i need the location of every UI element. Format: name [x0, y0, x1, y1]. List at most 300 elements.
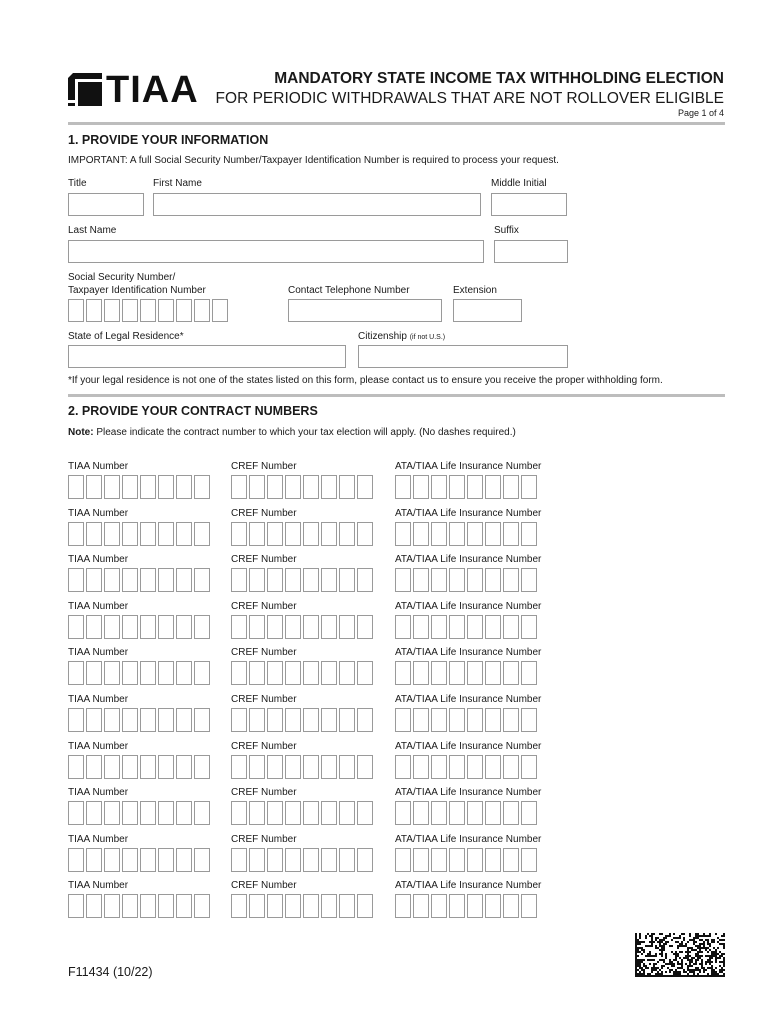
- tiaa-digit-cell[interactable]: [122, 615, 138, 639]
- state-field[interactable]: [68, 345, 346, 368]
- tiaa-digit-cell[interactable]: [122, 755, 138, 779]
- ata-number-label: ATA/TIAA Life Insurance Number: [395, 647, 542, 659]
- cref-digit-cell[interactable]: [249, 894, 265, 918]
- cref-digit-cell[interactable]: [231, 848, 247, 872]
- ata-digit-cell[interactable]: [413, 894, 429, 918]
- ata-digit-cell[interactable]: [503, 475, 519, 499]
- tiaa-digit-cell[interactable]: [68, 894, 84, 918]
- cref-digit-cell[interactable]: [303, 708, 319, 732]
- ata-digit-cell[interactable]: [521, 848, 537, 872]
- cref-digit-cell[interactable]: [321, 522, 337, 546]
- cref-digit-cell[interactable]: [321, 708, 337, 732]
- cref-digit-cell[interactable]: [249, 661, 265, 685]
- cref-number-cells[interactable]: [231, 755, 375, 779]
- cref-digit-cell[interactable]: [357, 755, 373, 779]
- ata-digit-cell[interactable]: [413, 568, 429, 592]
- ata-digit-cell[interactable]: [467, 522, 483, 546]
- citizenship-note: (if not U.S.): [409, 334, 446, 341]
- ata-digit-cell[interactable]: [431, 522, 447, 546]
- ssn-cells[interactable]: [68, 299, 230, 322]
- ata-digit-cell[interactable]: [395, 894, 411, 918]
- tiaa-digit-cell[interactable]: [140, 568, 156, 592]
- ata-digit-cell[interactable]: [395, 848, 411, 872]
- tiaa-digit-cell[interactable]: [68, 708, 84, 732]
- ata-digit-cell[interactable]: [485, 522, 501, 546]
- tiaa-digit-cell[interactable]: [176, 708, 192, 732]
- ata-digit-cell[interactable]: [413, 755, 429, 779]
- ata-digit-cell[interactable]: [503, 568, 519, 592]
- cref-number-cells[interactable]: [231, 568, 375, 592]
- ata-digit-cell[interactable]: [395, 475, 411, 499]
- ata-digit-cell[interactable]: [521, 615, 537, 639]
- tiaa-digit-cell[interactable]: [140, 661, 156, 685]
- cref-number-cells[interactable]: [231, 475, 375, 499]
- cref-digit-cell[interactable]: [285, 848, 301, 872]
- cref-digit-cell[interactable]: [357, 475, 373, 499]
- ata-number-cells[interactable]: [395, 894, 539, 918]
- tiaa-digit-cell[interactable]: [122, 894, 138, 918]
- tiaa-digit-cell[interactable]: [194, 755, 210, 779]
- ata-number-cells[interactable]: [395, 708, 539, 732]
- cref-digit-cell[interactable]: [321, 615, 337, 639]
- tiaa-digit-cell[interactable]: [140, 475, 156, 499]
- tiaa-digit-cell[interactable]: [194, 661, 210, 685]
- tiaa-number-cells[interactable]: [68, 568, 212, 592]
- tiaa-digit-cell[interactable]: [176, 755, 192, 779]
- ata-digit-cell[interactable]: [413, 522, 429, 546]
- ata-digit-cell[interactable]: [449, 801, 465, 825]
- tiaa-digit-cell[interactable]: [86, 615, 102, 639]
- ata-digit-cell[interactable]: [395, 615, 411, 639]
- ssn-digit-cell[interactable]: [86, 299, 102, 322]
- ata-number-cells[interactable]: [395, 661, 539, 685]
- cref-digit-cell[interactable]: [357, 801, 373, 825]
- cref-digit-cell[interactable]: [321, 475, 337, 499]
- ata-digit-cell[interactable]: [467, 848, 483, 872]
- tiaa-digit-cell[interactable]: [158, 615, 174, 639]
- ata-digit-cell[interactable]: [485, 894, 501, 918]
- tiaa-digit-cell[interactable]: [68, 475, 84, 499]
- ata-digit-cell[interactable]: [467, 475, 483, 499]
- ata-digit-cell[interactable]: [449, 615, 465, 639]
- ata-digit-cell[interactable]: [395, 661, 411, 685]
- tiaa-digit-cell[interactable]: [68, 801, 84, 825]
- cref-digit-cell[interactable]: [285, 801, 301, 825]
- citizenship-field[interactable]: [358, 345, 568, 368]
- cref-digit-cell[interactable]: [303, 801, 319, 825]
- ata-digit-cell[interactable]: [431, 568, 447, 592]
- ata-digit-cell[interactable]: [521, 801, 537, 825]
- ata-digit-cell[interactable]: [449, 522, 465, 546]
- cref-digit-cell[interactable]: [321, 661, 337, 685]
- tiaa-digit-cell[interactable]: [176, 848, 192, 872]
- tiaa-digit-cell[interactable]: [140, 615, 156, 639]
- ata-digit-cell[interactable]: [449, 894, 465, 918]
- cref-number-cells[interactable]: [231, 801, 375, 825]
- cref-digit-cell[interactable]: [267, 848, 283, 872]
- cref-digit-cell[interactable]: [285, 894, 301, 918]
- cref-digit-cell[interactable]: [285, 708, 301, 732]
- ata-digit-cell[interactable]: [467, 755, 483, 779]
- ata-digit-cell[interactable]: [485, 755, 501, 779]
- ata-digit-cell[interactable]: [521, 522, 537, 546]
- ata-number-cells[interactable]: [395, 475, 539, 499]
- cref-digit-cell[interactable]: [231, 755, 247, 779]
- ata-number-cells[interactable]: [395, 755, 539, 779]
- ata-digit-cell[interactable]: [431, 801, 447, 825]
- last-name-field[interactable]: [68, 240, 484, 263]
- tiaa-number-label: TIAA Number: [68, 694, 129, 705]
- phone-field[interactable]: [288, 299, 442, 322]
- tiaa-digit-cell[interactable]: [86, 894, 102, 918]
- tiaa-digit-cell[interactable]: [176, 801, 192, 825]
- suffix-field[interactable]: [494, 240, 568, 263]
- ssn-digit-cell[interactable]: [176, 299, 192, 322]
- tiaa-digit-cell[interactable]: [194, 475, 210, 499]
- cref-digit-cell[interactable]: [285, 615, 301, 639]
- tiaa-digit-cell[interactable]: [176, 568, 192, 592]
- cref-digit-cell[interactable]: [267, 708, 283, 732]
- ata-digit-cell[interactable]: [503, 755, 519, 779]
- tiaa-digit-cell[interactable]: [104, 894, 120, 918]
- tiaa-digit-cell[interactable]: [86, 708, 102, 732]
- tiaa-digit-cell[interactable]: [158, 568, 174, 592]
- ata-digit-cell[interactable]: [467, 801, 483, 825]
- ata-digit-cell[interactable]: [503, 894, 519, 918]
- tiaa-digit-cell[interactable]: [158, 894, 174, 918]
- cref-digit-cell[interactable]: [231, 615, 247, 639]
- tiaa-digit-cell[interactable]: [68, 568, 84, 592]
- cref-digit-cell[interactable]: [267, 801, 283, 825]
- tiaa-logo-icon: [68, 73, 102, 106]
- tiaa-digit-cell[interactable]: [104, 801, 120, 825]
- tiaa-number-cells[interactable]: [68, 615, 212, 639]
- tiaa-digit-cell[interactable]: [140, 708, 156, 732]
- cref-digit-cell[interactable]: [231, 894, 247, 918]
- ata-digit-cell[interactable]: [485, 708, 501, 732]
- tiaa-digit-cell[interactable]: [86, 801, 102, 825]
- cref-digit-cell[interactable]: [267, 661, 283, 685]
- ata-digit-cell[interactable]: [431, 661, 447, 685]
- tiaa-digit-cell[interactable]: [122, 475, 138, 499]
- cref-number-cells[interactable]: [231, 522, 375, 546]
- tiaa-digit-cell[interactable]: [140, 522, 156, 546]
- tiaa-digit-cell[interactable]: [140, 755, 156, 779]
- cref-digit-cell[interactable]: [339, 615, 355, 639]
- cref-digit-cell[interactable]: [303, 568, 319, 592]
- cref-digit-cell[interactable]: [339, 661, 355, 685]
- cref-digit-cell[interactable]: [339, 801, 355, 825]
- ssn-digit-cell[interactable]: [140, 299, 156, 322]
- tiaa-digit-cell[interactable]: [104, 708, 120, 732]
- cref-digit-cell[interactable]: [249, 522, 265, 546]
- tiaa-digit-cell[interactable]: [104, 615, 120, 639]
- tiaa-digit-cell[interactable]: [194, 848, 210, 872]
- cref-digit-cell[interactable]: [357, 522, 373, 546]
- ata-digit-cell[interactable]: [467, 708, 483, 732]
- cref-digit-cell[interactable]: [357, 848, 373, 872]
- ata-digit-cell[interactable]: [467, 615, 483, 639]
- cref-digit-cell[interactable]: [231, 801, 247, 825]
- cref-digit-cell[interactable]: [267, 475, 283, 499]
- tiaa-digit-cell[interactable]: [158, 661, 174, 685]
- tiaa-number-cells[interactable]: [68, 661, 212, 685]
- tiaa-digit-cell[interactable]: [176, 661, 192, 685]
- ata-digit-cell[interactable]: [503, 661, 519, 685]
- tiaa-number-cells[interactable]: [68, 522, 212, 546]
- cref-digit-cell[interactable]: [339, 755, 355, 779]
- tiaa-digit-cell[interactable]: [104, 568, 120, 592]
- ata-number-cells[interactable]: [395, 568, 539, 592]
- tiaa-digit-cell[interactable]: [86, 475, 102, 499]
- cref-number-cells[interactable]: [231, 848, 375, 872]
- ata-digit-cell[interactable]: [413, 615, 429, 639]
- ata-digit-cell[interactable]: [413, 848, 429, 872]
- tiaa-digit-cell[interactable]: [68, 755, 84, 779]
- ata-digit-cell[interactable]: [521, 894, 537, 918]
- cref-digit-cell[interactable]: [249, 755, 265, 779]
- tiaa-digit-cell[interactable]: [194, 894, 210, 918]
- cref-digit-cell[interactable]: [231, 661, 247, 685]
- tiaa-digit-cell[interactable]: [176, 475, 192, 499]
- ata-digit-cell[interactable]: [503, 801, 519, 825]
- tiaa-digit-cell[interactable]: [176, 615, 192, 639]
- ata-digit-cell[interactable]: [449, 661, 465, 685]
- ata-digit-cell[interactable]: [503, 615, 519, 639]
- tiaa-digit-cell[interactable]: [158, 522, 174, 546]
- cref-digit-cell[interactable]: [267, 755, 283, 779]
- ata-digit-cell[interactable]: [449, 848, 465, 872]
- cref-digit-cell[interactable]: [303, 475, 319, 499]
- cref-digit-cell[interactable]: [357, 615, 373, 639]
- cref-digit-cell[interactable]: [339, 708, 355, 732]
- tiaa-digit-cell[interactable]: [194, 615, 210, 639]
- tiaa-digit-cell[interactable]: [68, 848, 84, 872]
- cref-number-label: CREF Number: [231, 740, 297, 752]
- tiaa-digit-cell[interactable]: [86, 848, 102, 872]
- ata-digit-cell[interactable]: [449, 708, 465, 732]
- cref-digit-cell[interactable]: [303, 848, 319, 872]
- ata-digit-cell[interactable]: [449, 475, 465, 499]
- ata-digit-cell[interactable]: [467, 568, 483, 592]
- cref-number-label: CREF Number: [231, 647, 297, 659]
- cref-digit-cell[interactable]: [267, 894, 283, 918]
- tiaa-digit-cell[interactable]: [122, 661, 138, 685]
- tiaa-digit-cell[interactable]: [122, 708, 138, 732]
- ata-digit-cell[interactable]: [521, 755, 537, 779]
- cref-digit-cell[interactable]: [321, 848, 337, 872]
- tiaa-digit-cell[interactable]: [158, 755, 174, 779]
- tiaa-digit-cell[interactable]: [122, 522, 138, 546]
- ata-digit-cell[interactable]: [413, 661, 429, 685]
- cref-digit-cell[interactable]: [285, 755, 301, 779]
- tiaa-number-cells[interactable]: [68, 755, 212, 779]
- ssn-digit-cell[interactable]: [122, 299, 138, 322]
- cref-number-label: CREF Number: [231, 787, 297, 799]
- cref-digit-cell[interactable]: [231, 708, 247, 732]
- tiaa-number-cells[interactable]: [68, 708, 212, 732]
- tiaa-number-cells[interactable]: [68, 475, 212, 499]
- cref-digit-cell[interactable]: [267, 568, 283, 592]
- cref-digit-cell[interactable]: [303, 615, 319, 639]
- cref-digit-cell[interactable]: [321, 801, 337, 825]
- tiaa-digit-cell[interactable]: [86, 522, 102, 546]
- tiaa-digit-cell[interactable]: [194, 708, 210, 732]
- first-name-field[interactable]: [153, 193, 481, 216]
- ata-digit-cell[interactable]: [395, 755, 411, 779]
- cref-digit-cell[interactable]: [285, 475, 301, 499]
- ata-digit-cell[interactable]: [395, 801, 411, 825]
- cref-digit-cell[interactable]: [303, 661, 319, 685]
- ata-digit-cell[interactable]: [449, 755, 465, 779]
- ata-digit-cell[interactable]: [431, 708, 447, 732]
- tiaa-digit-cell[interactable]: [122, 801, 138, 825]
- cref-digit-cell[interactable]: [285, 522, 301, 546]
- ata-digit-cell[interactable]: [485, 615, 501, 639]
- tiaa-digit-cell[interactable]: [122, 848, 138, 872]
- cref-digit-cell[interactable]: [339, 522, 355, 546]
- cref-digit-cell[interactable]: [339, 475, 355, 499]
- cref-digit-cell[interactable]: [303, 522, 319, 546]
- tiaa-digit-cell[interactable]: [86, 568, 102, 592]
- cref-digit-cell[interactable]: [285, 661, 301, 685]
- ata-digit-cell[interactable]: [521, 661, 537, 685]
- tiaa-number-label: TIAA Number: [68, 833, 129, 845]
- tiaa-digit-cell[interactable]: [140, 848, 156, 872]
- ata-digit-cell[interactable]: [413, 801, 429, 825]
- cref-digit-cell[interactable]: [231, 568, 247, 592]
- ata-digit-cell[interactable]: [413, 475, 429, 499]
- ssn-digit-cell[interactable]: [68, 299, 84, 322]
- tiaa-number-label: TIAA Number: [68, 554, 129, 566]
- middle-initial-field[interactable]: [491, 193, 567, 216]
- ssn-digit-cell[interactable]: [158, 299, 174, 322]
- cref-digit-cell[interactable]: [249, 568, 265, 592]
- ata-digit-cell[interactable]: [395, 568, 411, 592]
- ata-digit-cell[interactable]: [467, 661, 483, 685]
- cref-digit-cell[interactable]: [321, 568, 337, 592]
- cref-digit-cell[interactable]: [303, 894, 319, 918]
- tiaa-digit-cell[interactable]: [122, 568, 138, 592]
- ata-digit-cell[interactable]: [467, 894, 483, 918]
- cref-digit-cell[interactable]: [357, 661, 373, 685]
- cref-digit-cell[interactable]: [249, 708, 265, 732]
- tiaa-digit-cell[interactable]: [140, 801, 156, 825]
- extension-field[interactable]: [453, 299, 522, 322]
- cref-digit-cell[interactable]: [303, 755, 319, 779]
- ata-digit-cell[interactable]: [431, 755, 447, 779]
- tiaa-digit-cell[interactable]: [158, 475, 174, 499]
- tiaa-digit-cell[interactable]: [104, 522, 120, 546]
- ata-digit-cell[interactable]: [395, 708, 411, 732]
- ata-digit-cell[interactable]: [485, 568, 501, 592]
- ata-digit-cell[interactable]: [503, 708, 519, 732]
- tiaa-digit-cell[interactable]: [104, 848, 120, 872]
- title-field[interactable]: [68, 193, 144, 216]
- ata-number-cells[interactable]: [395, 615, 539, 639]
- cref-digit-cell[interactable]: [231, 475, 247, 499]
- ata-digit-cell[interactable]: [521, 475, 537, 499]
- cref-number-cells[interactable]: [231, 661, 375, 685]
- cref-number-label: CREF Number: [231, 461, 297, 472]
- ata-digit-cell[interactable]: [521, 568, 537, 592]
- ata-digit-cell[interactable]: [503, 522, 519, 546]
- ata-digit-cell[interactable]: [413, 708, 429, 732]
- cref-digit-cell[interactable]: [267, 522, 283, 546]
- cref-number-cells[interactable]: [231, 615, 375, 639]
- cref-digit-cell[interactable]: [321, 755, 337, 779]
- ata-digit-cell[interactable]: [431, 615, 447, 639]
- ata-digit-cell[interactable]: [431, 848, 447, 872]
- ata-digit-cell[interactable]: [431, 475, 447, 499]
- ata-digit-cell[interactable]: [485, 848, 501, 872]
- ata-number-cells[interactable]: [395, 522, 539, 546]
- ata-digit-cell[interactable]: [503, 848, 519, 872]
- cref-digit-cell[interactable]: [321, 894, 337, 918]
- ata-digit-cell[interactable]: [431, 894, 447, 918]
- cref-digit-cell[interactable]: [357, 568, 373, 592]
- tiaa-digit-cell[interactable]: [176, 894, 192, 918]
- tiaa-digit-cell[interactable]: [68, 661, 84, 685]
- tiaa-digit-cell[interactable]: [104, 755, 120, 779]
- tiaa-number-cells[interactable]: [68, 894, 212, 918]
- tiaa-number-label: TIAA Number: [68, 600, 129, 612]
- ata-digit-cell[interactable]: [485, 801, 501, 825]
- cref-digit-cell[interactable]: [249, 615, 265, 639]
- cref-digit-cell[interactable]: [231, 522, 247, 546]
- cref-digit-cell[interactable]: [357, 708, 373, 732]
- tiaa-digit-cell[interactable]: [194, 801, 210, 825]
- ata-digit-cell[interactable]: [395, 522, 411, 546]
- tiaa-digit-cell[interactable]: [86, 755, 102, 779]
- cref-number-cells[interactable]: [231, 708, 375, 732]
- tiaa-digit-cell[interactable]: [104, 475, 120, 499]
- ata-digit-cell[interactable]: [485, 661, 501, 685]
- tiaa-digit-cell[interactable]: [158, 801, 174, 825]
- ata-number-cells[interactable]: [395, 801, 539, 825]
- tiaa-digit-cell[interactable]: [140, 894, 156, 918]
- cref-digit-cell[interactable]: [339, 894, 355, 918]
- ata-number-cells[interactable]: [395, 848, 539, 872]
- tiaa-digit-cell[interactable]: [176, 522, 192, 546]
- cref-digit-cell[interactable]: [339, 568, 355, 592]
- tiaa-number-cells[interactable]: [68, 801, 212, 825]
- tiaa-digit-cell[interactable]: [158, 848, 174, 872]
- tiaa-digit-cell[interactable]: [158, 708, 174, 732]
- ssn-digit-cell[interactable]: [104, 299, 120, 322]
- tiaa-digit-cell[interactable]: [104, 661, 120, 685]
- ssn-digit-cell[interactable]: [212, 299, 228, 322]
- tiaa-number-cells[interactable]: [68, 848, 212, 872]
- ata-digit-cell[interactable]: [521, 708, 537, 732]
- ata-digit-cell[interactable]: [485, 475, 501, 499]
- tiaa-digit-cell[interactable]: [194, 522, 210, 546]
- ssn-digit-cell[interactable]: [194, 299, 210, 322]
- ata-digit-cell[interactable]: [449, 568, 465, 592]
- cref-digit-cell[interactable]: [357, 894, 373, 918]
- tiaa-digit-cell[interactable]: [68, 522, 84, 546]
- cref-number-cells[interactable]: [231, 894, 375, 918]
- tiaa-digit-cell[interactable]: [194, 568, 210, 592]
- cref-digit-cell[interactable]: [339, 848, 355, 872]
- cref-digit-cell[interactable]: [285, 568, 301, 592]
- tiaa-digit-cell[interactable]: [86, 661, 102, 685]
- cref-digit-cell[interactable]: [249, 475, 265, 499]
- cref-digit-cell[interactable]: [249, 801, 265, 825]
- cref-digit-cell[interactable]: [267, 615, 283, 639]
- tiaa-digit-cell[interactable]: [68, 615, 84, 639]
- cref-digit-cell[interactable]: [249, 848, 265, 872]
